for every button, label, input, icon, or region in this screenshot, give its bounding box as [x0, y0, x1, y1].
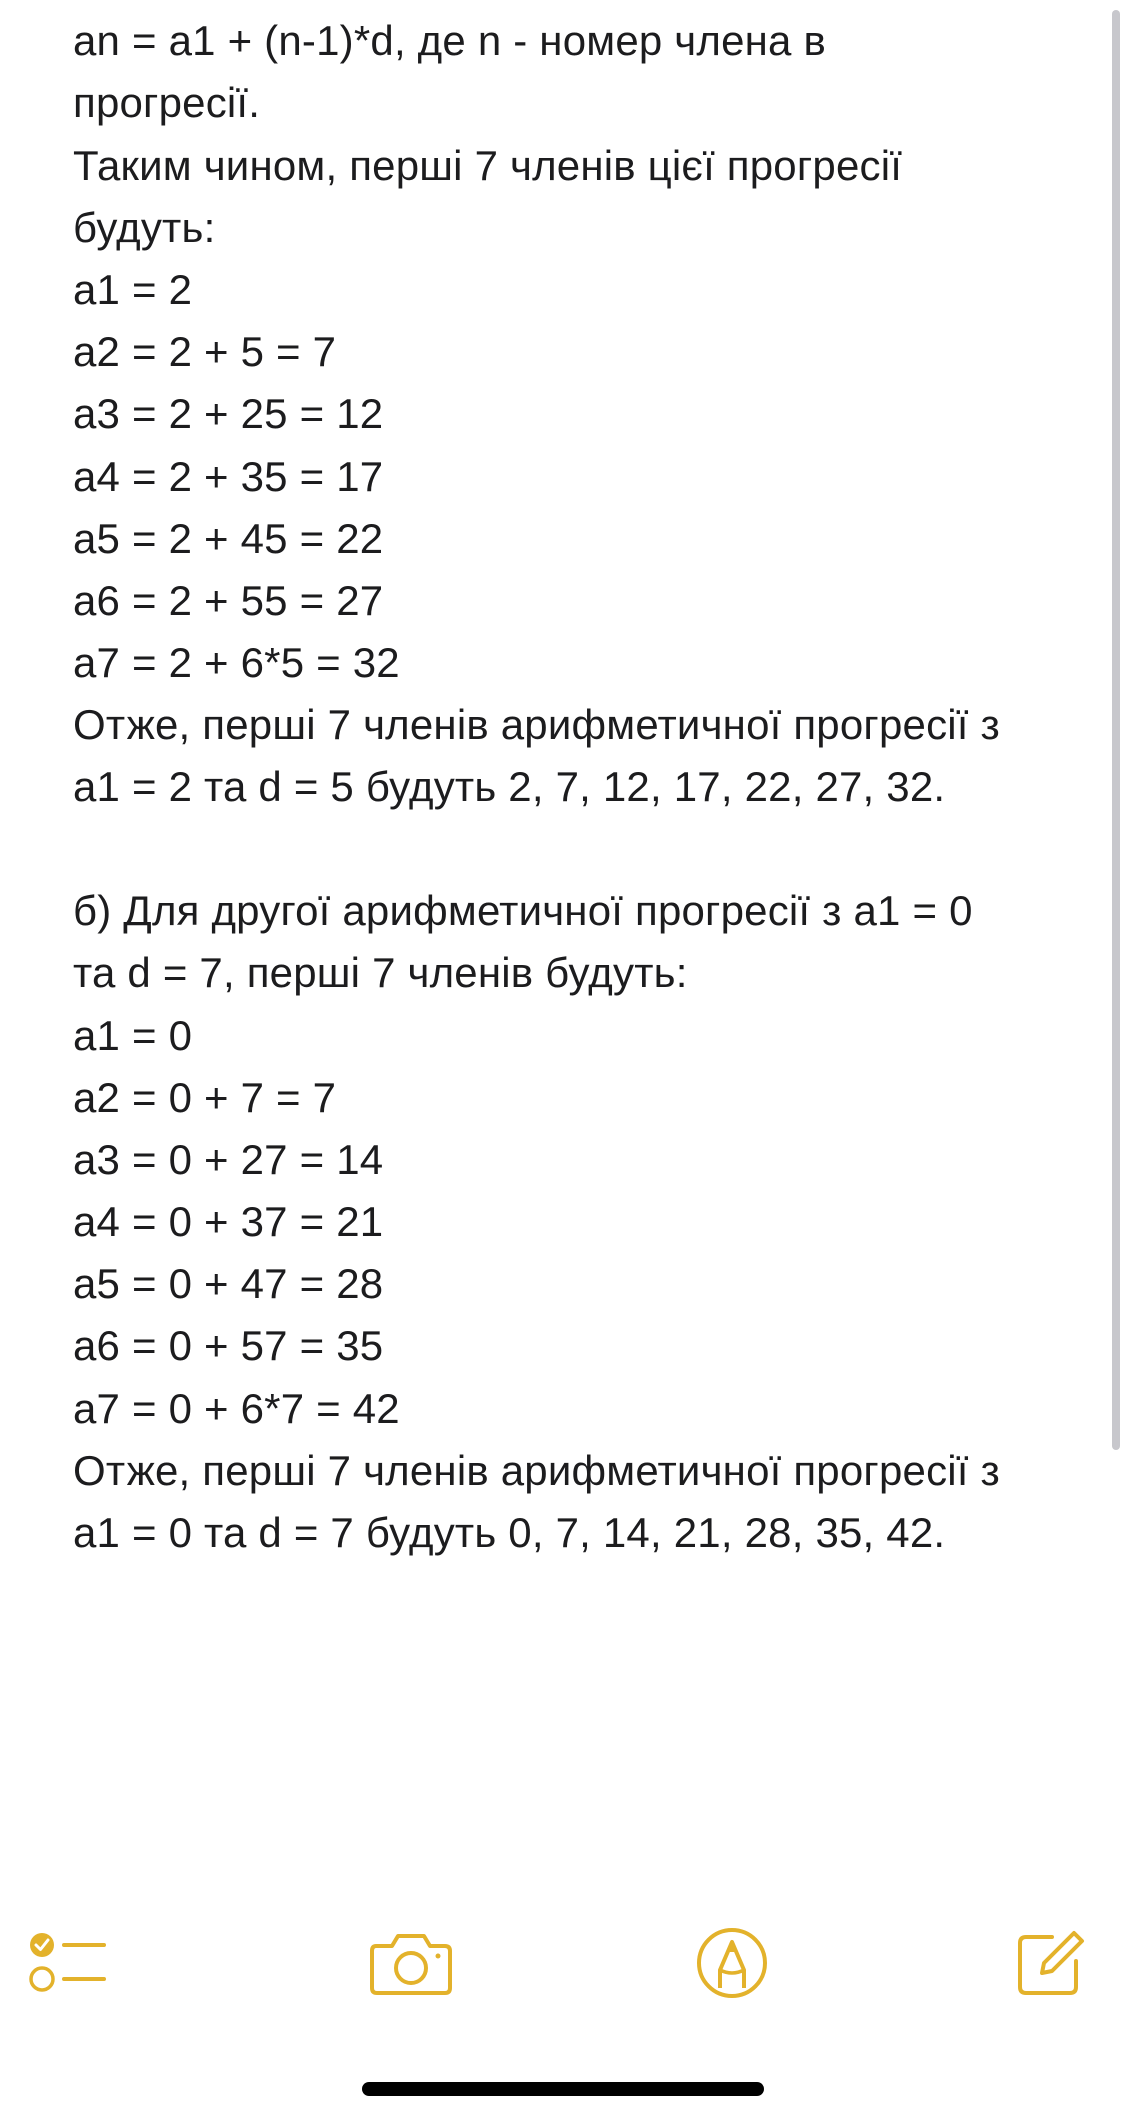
- note-line: Отже, перші 7 членів арифметичної прогресії з: [73, 1447, 1000, 1494]
- bottom-toolbar: [0, 1895, 1125, 2015]
- home-indicator[interactable]: [362, 2082, 764, 2096]
- note-line: a5 = 0 + 47 = 28: [73, 1260, 384, 1307]
- note-line: a1 = 0: [73, 1012, 193, 1059]
- note-line: a4 = 0 + 37 = 21: [73, 1198, 384, 1245]
- markup-button[interactable]: [687, 1923, 777, 2003]
- camera-button[interactable]: [366, 1923, 456, 2003]
- note-line: a1 = 2: [73, 266, 193, 313]
- note-line: a3 = 0 + 27 = 14: [73, 1136, 384, 1183]
- note-line: a2 = 0 + 7 = 7: [73, 1074, 337, 1121]
- note-line: Таким чином, перші 7 членів цієї прогресії: [73, 142, 903, 189]
- note-line: a7 = 2 + 6*5 = 32: [73, 639, 400, 686]
- note-line: a6 = 0 + 57 = 35: [73, 1322, 384, 1369]
- scrollbar[interactable]: [1112, 10, 1120, 1450]
- note-line: a3 = 2 + 25 = 12: [73, 390, 384, 437]
- note-line: a6 = 2 + 55 = 27: [73, 577, 384, 624]
- note-line: a5 = 2 + 45 = 22: [73, 515, 384, 562]
- note-line: a1 = 2 та d = 5 будуть 2, 7, 12, 17, 22, 27, 32.: [73, 763, 946, 810]
- note-line: a4 = 2 + 35 = 17: [73, 453, 384, 500]
- note-line: б) Для другої арифметичної прогресії з a1 = 0: [73, 887, 973, 934]
- note-line: та d = 7, перші 7 членів будуть:: [73, 949, 688, 996]
- note-line: прогресії.: [73, 79, 261, 126]
- checklist-icon: [28, 1928, 110, 1998]
- checklist-button[interactable]: [24, 1923, 114, 2003]
- compose-button[interactable]: [1005, 1923, 1095, 2003]
- note-line: будуть:: [73, 204, 216, 251]
- markup-pen-icon: [695, 1926, 769, 2000]
- note-line: an = a1 + (n-1)*d, де n - номер члена в: [73, 17, 826, 64]
- note-line: Отже, перші 7 членів арифметичної прогресії з: [73, 701, 1000, 748]
- camera-icon: [368, 1928, 454, 1998]
- note-line: a1 = 0 та d = 7 будуть 0, 7, 14, 21, 28, 35, 42.: [73, 1509, 946, 1556]
- note-line: a2 = 2 + 5 = 7: [73, 328, 337, 375]
- note-line: a7 = 0 + 6*7 = 42: [73, 1385, 400, 1432]
- compose-icon: [1012, 1925, 1088, 2001]
